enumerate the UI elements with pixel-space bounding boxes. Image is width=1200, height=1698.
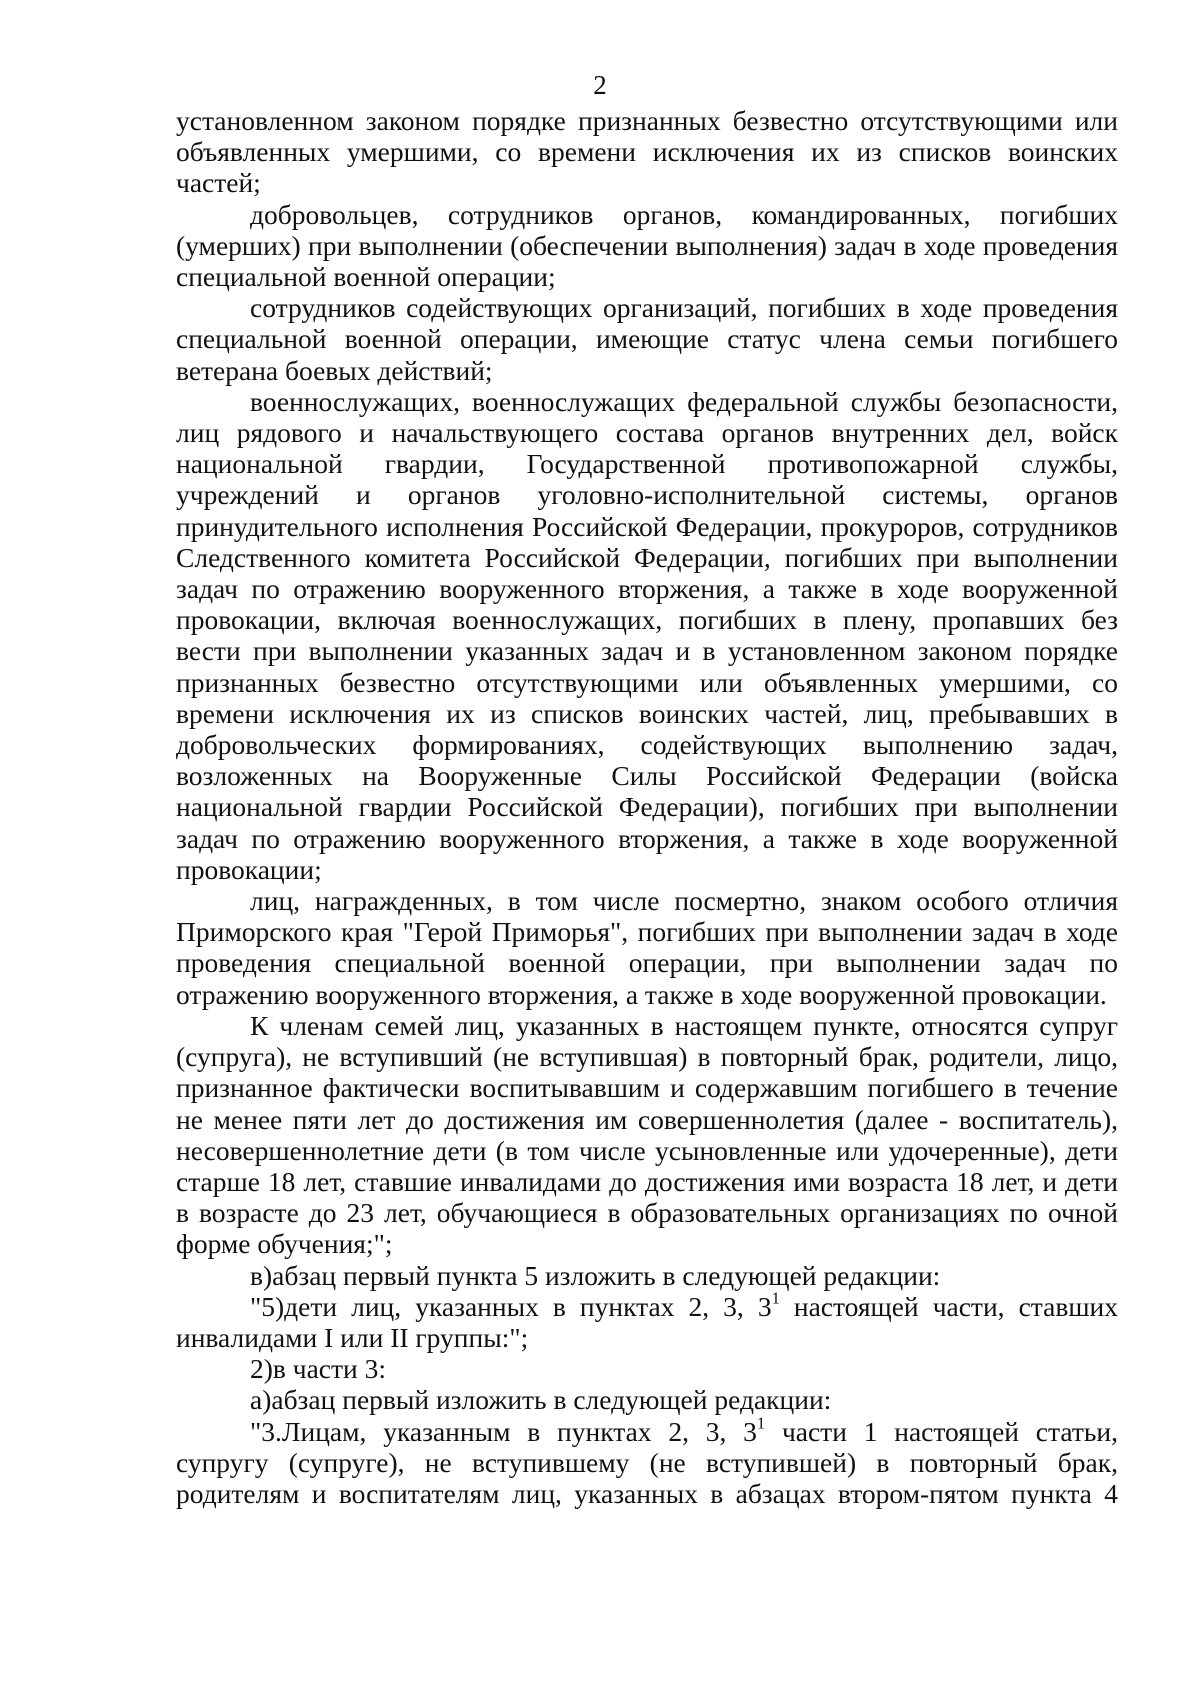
- paragraph-11: [176, 1413, 1118, 1510]
- paragraph-8: [176, 1288, 1118, 1353]
- paragraph-8-text-after: настоящей части, ставших инвалидами I или II группы:";: [176, 1290, 1118, 1353]
- paragraph-4: военнослужащих, военнослужащих федеральной службы безопасности, лиц рядового и начальствующего состава органов внутренних дел, войск национальной гвардии, Государственной противопожарной службы, учреждений и органов уголовно-исполнительной системы, органов принудительного исполнения Российской Федерации, прокуроров, сотрудников Следственного комитета Российской Федерации, погибших при выполнении задач по отражению вооруженного вторжения, а также в ходе вооруженной провокации, включая военнослужащих, погибших в плену, пропавших без вести при выполнении указанных задач и в установленном законом порядке признанных безвестно отсутствующими или объявленных умершими, со времени исключения их из списков воинских частей, лиц, пребывавших в добровольческих формированиях, содействующих выполнению задач, возложенных на Вооруженные Силы Российской Федерации (войска национальной гвардии Российской Федерации), погибших при выполнении задач по отражению вооруженного вторжения, а также в ходе вооруженной провокации;: [176, 385, 1118, 885]
- paragraph-7: в)абзац первый пункта 5 изложить в следующей редакции:: [250, 1259, 941, 1291]
- paragraph-5: лиц, награжденных, в том числе посмертно, знаком особого отличия Приморского края "Герой Приморья", погибших при выполнении задач в ходе проведения специальной военной операции, при выполнении задач по отражению вооруженного вторжения, а также в ходе вооруженной провокации.: [176, 885, 1118, 1010]
- paragraph-8-text-before: "5)дети лиц, указанных в пунктах 2, 3, 3: [250, 1290, 772, 1322]
- paragraph-1: установленном законом порядке признанных безвестно отсутствующими или объявленных умершими, со времени исключения их из списков воинских частей;: [176, 105, 1118, 199]
- paragraph-11-text-after: части 1 настоящей статьи, супругу (супруге), не вступившему (не вступившей) в повторный брак, родителям и воспитателям лиц, указанных в абзацах втором-пятом пункта 4: [176, 1415, 1118, 1509]
- page-number: 2: [593, 70, 607, 100]
- paragraph-8-superscript: 1: [771, 1288, 780, 1308]
- paragraph-11-superscript: 1: [756, 1413, 766, 1433]
- paragraph-6: К членам семей лиц, указанных в настоящем пункте, относятся супруг (супруга), не вступивший (не вступившая) в повторный брак, родители, лицо, признанное фактически воспитывавшим и содержавшим погибшего в течение не менее пяти лет до достижения им совершеннолетия (далее - воспитатель), несовершеннолетние дети (в том числе усыновленные или удочеренные), дети старше 18 лет, ставшие инвалидами до достижения ими возраста 18 лет, и дети в возрасте до 23 лет, обучающиеся в образовательных организациях по очной форме обучения;";: [176, 1009, 1118, 1260]
- paragraph-11-text-before: "3.Лицам, указанным в пунктах 2, 3, 3: [250, 1415, 757, 1447]
- paragraph-3: сотрудников содействующих организаций, погибших в ходе проведения специальной военной операции, имеющие статус члена семьи погибшего ветерана боевых действий;: [176, 292, 1118, 386]
- paragraph-2: добровольцев, сотрудников органов, командированных, погибших (умерших) при выполнении (обеспечении выполнения) задач в ходе проведения специальной военной операции;: [176, 198, 1118, 293]
- paragraph-10: а)абзац первый изложить в следующей редакции:: [250, 1384, 832, 1416]
- paragraph-9: 2)в части 3:: [250, 1353, 387, 1385]
- document-body: [176, 105, 1118, 1509]
